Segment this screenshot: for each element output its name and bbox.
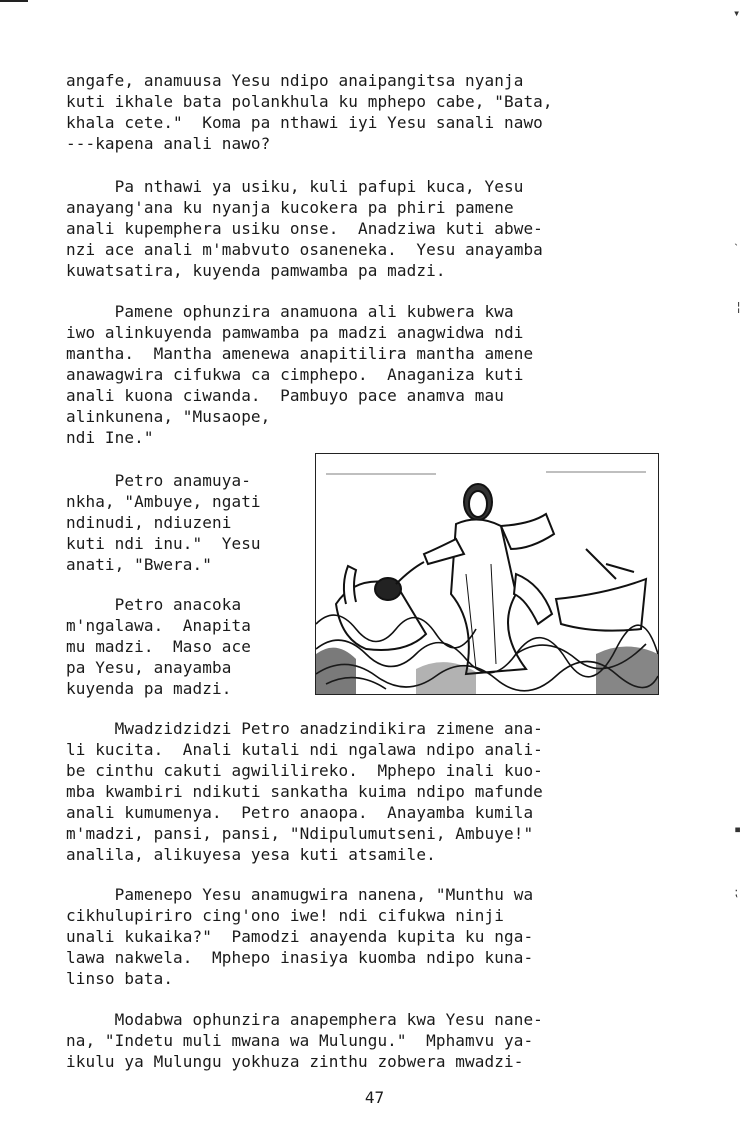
text-line: na, "Indetu muli mwana wa Mulungu." Mphamvu ya- xyxy=(66,1031,534,1050)
text-line: anawagwira cifukwa ca cimphepo. Anaganiza kuti xyxy=(66,365,524,384)
text-line: m'ngalawa. Anapita xyxy=(66,616,251,635)
text-line: ---kapena anali nawo? xyxy=(66,134,271,153)
text-line: kuyenda pa madzi. xyxy=(66,679,232,698)
illustration-jesus-walking-on-water xyxy=(315,453,659,695)
text-line: iwo alinkuyenda pamwamba pa madzi anagwidwa ndi xyxy=(66,323,524,342)
text-line: linso bata. xyxy=(66,969,174,988)
text-line: Pa nthawi ya usiku, kuli pafupi kuca, Yesu xyxy=(66,177,524,196)
text-line: Mwadzidzidzi Petro anadzindikira zimene ana- xyxy=(66,719,543,738)
text-line: Pamenepo Yesu anamugwira nanena, "Munthu wa xyxy=(66,885,534,904)
paragraph-1 xyxy=(66,70,553,154)
text-line: cikhulupiriro cing'ono iwe! ndi cifukwa ninji xyxy=(66,906,504,925)
text-line: nzi ace anali m'mabvuto osaneneka. Yesu anayamba xyxy=(66,240,543,259)
text-line: Petro anacoka xyxy=(66,595,242,614)
paragraph-6 xyxy=(66,718,543,865)
text-line: mantha. Mantha amenewa anapitilira mantha amene xyxy=(66,344,534,363)
text-line: m'madzi, pansi, pansi, "Ndipulumutseni, Ambuye!" xyxy=(66,824,534,843)
text-line: khala cete." Koma pa nthawi iyi Yesu sanali nawo xyxy=(66,113,543,132)
paragraph-8 xyxy=(66,1009,543,1072)
text-line: lawa nakwela. Mphepo inasiya kuomba ndipo kuna- xyxy=(66,948,534,967)
text-line: kuwatsatira, kuyenda pamwamba pa madzi. xyxy=(66,261,446,280)
paragraph-3 xyxy=(66,301,533,448)
text-line: alinkunena, "Musaope, xyxy=(66,407,271,426)
paragraph-2 xyxy=(66,176,543,281)
text-line: mba kwambiri ndikuti sankatha kuima ndipo mafunde xyxy=(66,782,543,801)
text-line: ikulu ya Mulungu yokhuza zinthu zobwera mwadzi- xyxy=(66,1052,524,1071)
text-line: anati, "Bwera." xyxy=(66,555,212,574)
text-line: anali kuona ciwanda. Pambuyo pace anamva mau xyxy=(66,386,504,405)
text-line: be cinthu cakuti agwililireko. Mphepo inali kuo- xyxy=(66,761,543,780)
text-line: ndinudi, ndiuzeni xyxy=(66,513,232,532)
paragraph-7 xyxy=(66,884,533,989)
scan-edge-mark: ˴ xyxy=(734,236,742,250)
text-line: anali kupemphera usiku onse. Anadziwa kuti abwe- xyxy=(66,219,543,238)
text-line: li kucita. Anali kutali ndi ngalawa ndipo anali- xyxy=(66,740,543,759)
text-line: pa Yesu, anayamba xyxy=(66,658,232,677)
text-line: kuti ikhale bata polankhula ku mphepo cabe, "Bata, xyxy=(66,92,553,111)
text-line: Petro anamuya- xyxy=(66,471,251,490)
scan-edge-mark: ⁏ xyxy=(734,885,739,899)
text-line: anali kumumenya. Petro anaopa. Anayamba kumila xyxy=(66,803,534,822)
text-line: mu madzi. Maso ace xyxy=(66,637,251,656)
text-line: Modabwa ophunzira anapemphera kwa Yesu nane- xyxy=(66,1010,543,1029)
text-line: ndi Ine." xyxy=(66,428,154,447)
text-line: kuti ndi inu." Yesu xyxy=(66,534,261,553)
text-line: analila, alikuyesa yesa kuti atsamile. xyxy=(66,845,436,864)
text-line: anayang'ana ku nyanja kucokera pa phiri pamene xyxy=(66,198,514,217)
text-line: nkha, "Ambuye, ngati xyxy=(66,492,261,511)
text-line: Pamene ophunzira anamuona ali kubwera kwa xyxy=(66,302,514,321)
paragraph-4 xyxy=(66,470,261,575)
text-line: unali kukaika?" Pamodzi anayenda kupita ku nga- xyxy=(66,927,534,946)
scan-corner-mark xyxy=(0,0,28,2)
illustration-drawing xyxy=(316,454,658,694)
paragraph-5 xyxy=(66,594,251,699)
scan-edge-mark: ▾ xyxy=(733,6,741,20)
page-number: 47 xyxy=(364,1088,385,1107)
scan-edge-mark: ¦ xyxy=(735,300,743,314)
text-line: angafe, anamuusa Yesu ndipo anaipangitsa nyanja xyxy=(66,71,524,90)
scan-edge-mark: ▪ xyxy=(734,822,742,836)
